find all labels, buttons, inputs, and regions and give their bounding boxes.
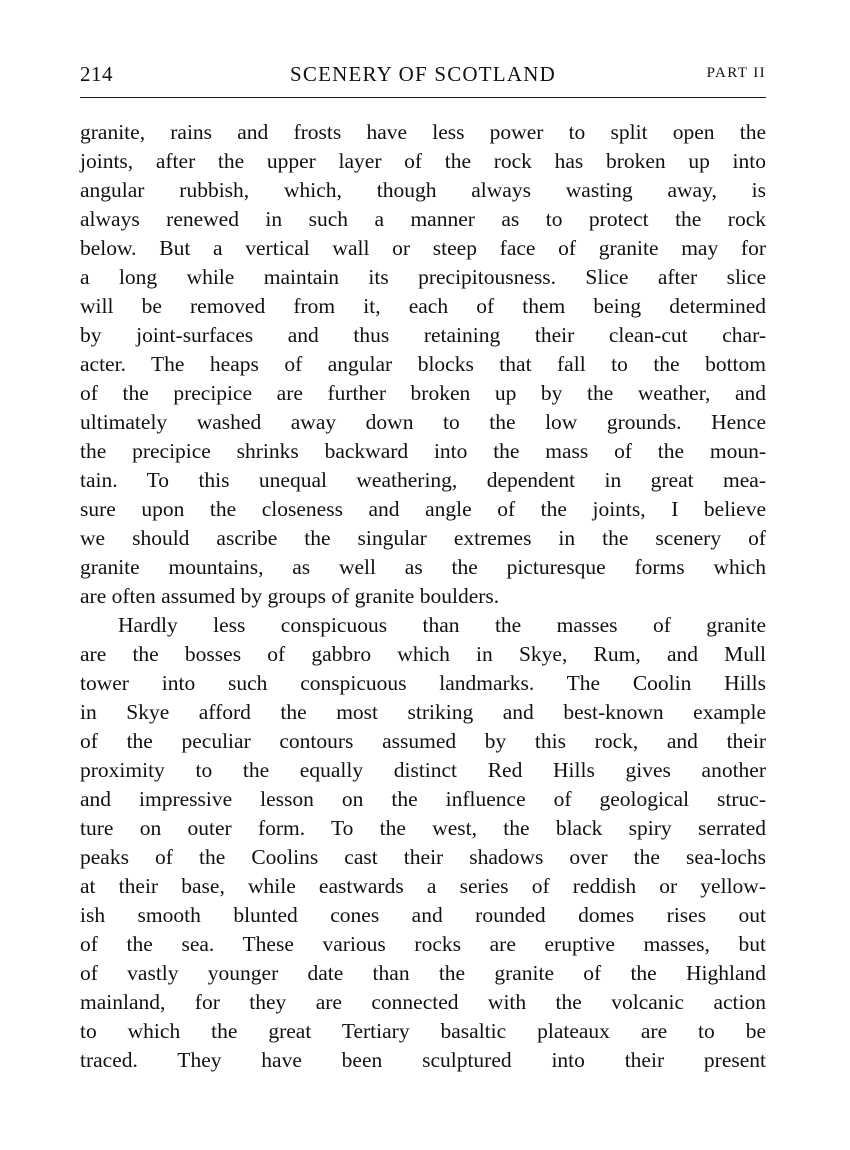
text-line: granite, rains and frosts have less power to split open the [80,120,766,144]
text-line: by joint-surfaces and thus retaining their clean-cut char- [80,323,766,347]
text-line: ultimately washed away down to the low grounds. Hence [80,410,766,434]
text-line: sure upon the closeness and angle of the joints, I believe [80,497,766,521]
text-line: at their base, while eastwards a series of reddish or yellow- [80,874,766,898]
text-line: are the bosses of gabbro which in Skye, Rum, and Mull [80,642,766,666]
page-number: 214 [80,62,113,86]
text-line: angular rubbish, which, though always wasting away, is [80,178,766,202]
paragraph-first-line: Hardly less conspicuous than the masses of granite [118,613,766,637]
text-line: a long while maintain its precipitousness. Slice after slice [80,265,766,289]
text-line: joints, after the upper layer of the rock has broken up into [80,149,766,173]
text-line: proximity to the equally distinct Red Hills gives another [80,758,766,782]
text-line: in Skye afford the most striking and best-known example [80,700,766,724]
text-line: below. But a vertical wall or steep face of granite may for [80,236,766,260]
text-line: traced. They have been sculptured into their present [80,1048,766,1072]
text-line: tain. To this unequal weathering, dependent in great mea- [80,468,766,492]
body-text [80,118,766,1075]
running-title: SCENERY OF SCOTLAND [290,62,556,86]
text-line: mainland, for they are connected with the volcanic action [80,990,766,1014]
text-line: ish smooth blunted cones and rounded domes rises out [80,903,766,927]
text-line: of the sea. These various rocks are eruptive masses, but [80,932,766,956]
text-line: will be removed from it, each of them being determined [80,294,766,318]
text-line: tower into such conspicuous landmarks. The Coolin Hills [80,671,766,695]
text-line: and impressive lesson on the influence of geological struc- [80,787,766,811]
header-rule [80,97,766,98]
text-line: always renewed in such a manner as to protect the rock [80,207,766,231]
text-line: granite mountains, as well as the picturesque forms which [80,555,766,579]
text-line: to which the great Tertiary basaltic plateaux are to be [80,1019,766,1043]
paragraph-last-line: are often assumed by groups of granite boulders. [80,584,500,608]
text-line: peaks of the Coolins cast their shadows over the sea-lochs [80,845,766,869]
text-line: of the precipice are further broken up by the weather, and [80,381,766,405]
text-line: ture on outer form. To the west, the black spiry serrated [80,816,766,840]
text-line: the precipice shrinks backward into the mass of the moun- [80,439,766,463]
running-head [80,60,766,90]
text-line: acter. The heaps of angular blocks that fall to the bottom [80,352,766,376]
text-line: we should ascribe the singular extremes in the scenery of [80,526,766,550]
part-label: PART II [706,65,766,81]
text-line: of the peculiar contours assumed by this rock, and their [80,729,766,753]
text-line: of vastly younger date than the granite of the Highland [80,961,766,985]
